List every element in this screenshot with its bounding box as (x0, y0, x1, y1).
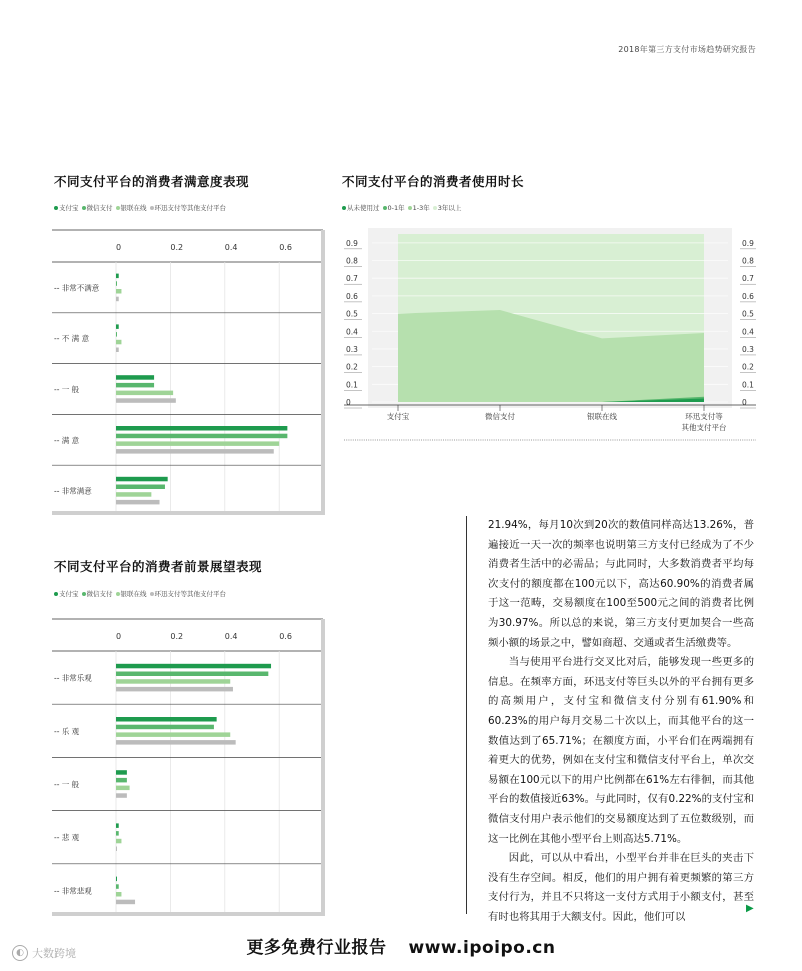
legend-dot (82, 206, 86, 210)
satisfaction-chart-title: 不同支付平台的消费者满意度表现 (54, 174, 250, 189)
footer-text: 更多免费行业报告 (246, 938, 387, 958)
article-rule (466, 516, 467, 914)
chart-right-frame (321, 230, 325, 514)
x-tick-label: 0.4 (224, 632, 238, 641)
y-tick-label-left: 0.7 (346, 274, 358, 284)
legend-label: 3年以上 (437, 204, 462, 212)
legend-dot (116, 592, 120, 596)
x-category-label: 支付宝 (386, 412, 410, 421)
y-tick-label-left: 0.5 (346, 309, 358, 319)
outlook-chart-title: 不同支付平台的消费者前景展望表现 (54, 559, 263, 574)
bar-支付宝 (116, 274, 119, 279)
y-tick-label-left: 0.9 (346, 238, 358, 248)
bar-支付宝 (116, 664, 271, 669)
watermark (12, 945, 76, 961)
category-label: -- 非常满意 (54, 486, 92, 496)
legend-item (150, 589, 227, 598)
bar-支付宝 (116, 426, 287, 431)
article-paragraph: 当与使用平台进行交叉比对后，能够发现一些更多的信息。在频率方面，环迅支付等巨头以外的平台拥有更多的高频用户，支付宝和微信支付分别有61.90%和60.23%的用户每月交易二十次以上，而其他平台的这一数值达到了65.71%；在额度方面，小平台们在两端拥有着更大的优势，例如在支付宝和微信支付平台上，单次交易额在100元以下的用户比例都在61%左右徘徊，而其他平台的数值接近63%。与此同时，仅有0.22%的支付宝和微信支付用户表示他们的交易额度达到了五位数级别，而这一比例在其他小型平台上则高达5.71%。 (488, 656, 754, 845)
duration-chart-title: 不同支付平台的消费者使用时长 (342, 174, 525, 189)
bar-环迅支付等其他支付平台 (116, 900, 135, 905)
legend-item (408, 203, 430, 212)
bar-支付宝 (116, 324, 119, 329)
legend-item (433, 203, 462, 212)
bar-微信支付 (116, 672, 268, 677)
bar-环迅支付等其他支付平台 (116, 449, 274, 454)
x-category-label: 其他支付平台 (681, 423, 727, 432)
x-tick-label: 0.2 (170, 632, 184, 641)
legend-item (342, 203, 380, 212)
bar-支付宝 (116, 823, 119, 828)
y-tick-label-right: 0.6 (742, 291, 754, 301)
y-tick-label-right: 0 (742, 398, 747, 407)
watermark-text: 大数跨境 (32, 947, 76, 960)
bar-环迅支付等其他支付平台 (116, 398, 176, 403)
bar-支付宝 (116, 375, 154, 380)
bar-银联在线 (116, 892, 121, 897)
y-tick-label-left: 0.4 (346, 327, 358, 337)
category-label: -- 非常悲观 (54, 886, 92, 896)
legend-label: 银联在线 (120, 204, 147, 212)
bar-银联在线 (116, 679, 230, 684)
bar-银联在线 (116, 441, 279, 446)
continue-arrow-icon: ▶ (746, 903, 754, 914)
legend-item (116, 589, 147, 598)
chart-bottom-frame (52, 912, 325, 916)
y-tick-label-left: 0.3 (346, 344, 358, 354)
footer-url[interactable]: www.ipoipo.cn (408, 938, 556, 958)
bar-环迅支付等其他支付平台 (116, 847, 117, 852)
article-paragraph: 21.94%，每月10次到20次的数值同样高达13.26%，普遍接近一天一次的频率也说明第三方支付已经成为了不少消费者生活中的必需品；与此同时，大多数消费者平均每次支付的额度都在100元以下，高达60.90%的消费者属于这一范畴，交易额度在100至500元之间的消费者比例为30.97%。所以总的来说，第三方支付更加契合一些高频小额的场景之中，譬如商超、交通或者生活缴费等。 (488, 519, 754, 649)
legend-label: 微信支付 (86, 590, 113, 598)
bar-银联在线 (116, 732, 230, 737)
x-tick-label: 0 (116, 632, 122, 641)
x-tick-label: 0.6 (279, 632, 292, 641)
y-tick-label-left: 0.1 (346, 380, 358, 390)
legend-label: 0-1年 (387, 204, 405, 212)
bar-环迅支付等其他支付平台 (116, 740, 236, 745)
footer-banner (0, 933, 802, 958)
legend-dot (54, 592, 58, 596)
bar-支付宝 (116, 717, 217, 722)
bar-微信支付 (116, 884, 119, 889)
legend-dot (150, 592, 154, 596)
category-label: -- 悲 观 (54, 833, 80, 843)
legend-item (82, 589, 113, 598)
bar-支付宝 (116, 877, 117, 882)
bar-微信支付 (116, 778, 127, 783)
category-label: -- 非常乐观 (54, 673, 92, 683)
bar-环迅支付等其他支付平台 (116, 348, 119, 353)
satisfaction-legend (54, 203, 226, 212)
bar-微信支付 (116, 831, 119, 836)
article-body (488, 516, 754, 927)
y-tick-label-left: 0.2 (346, 362, 358, 372)
bar-微信支付 (116, 434, 287, 439)
legend-dot (82, 592, 86, 596)
y-tick-label-right: 0.4 (742, 327, 754, 337)
bar-支付宝 (116, 770, 127, 775)
legend-label: 支付宝 (59, 590, 79, 598)
bar-银联在线 (116, 786, 130, 791)
chart-bottom-frame (52, 511, 325, 515)
legend-dot (342, 206, 346, 210)
bar-银联在线 (116, 289, 121, 294)
category-label: -- 乐 观 (54, 726, 80, 736)
watermark-logo-icon: ◐ (12, 945, 28, 961)
y-tick-label-left: 0.6 (346, 291, 358, 301)
legend-label: 1-3年 (412, 204, 430, 212)
y-tick-label-right: 0.7 (742, 274, 754, 284)
y-tick-label-right: 0.2 (742, 362, 754, 372)
outlook-bar-chart (52, 617, 327, 917)
legend-dot (150, 206, 154, 210)
bar-微信支付 (116, 383, 154, 388)
x-category-label: 环迅支付等 (685, 412, 723, 421)
bar-支付宝 (116, 477, 168, 482)
y-tick-label-left: 0 (346, 398, 351, 407)
category-label: -- 不 满 意 (54, 334, 90, 344)
x-tick-label: 0 (116, 243, 122, 252)
legend-dot (116, 206, 120, 210)
bar-微信支付 (116, 485, 165, 490)
y-tick-label-right: 0.8 (742, 256, 754, 266)
x-tick-label: 0.2 (170, 243, 184, 252)
legend-item (82, 203, 113, 212)
legend-label: 银联在线 (120, 590, 147, 598)
bar-微信支付 (116, 332, 117, 337)
chart-right-frame (321, 619, 325, 915)
article-paragraph: 因此，可以从中看出，小型平台并非在巨头的夹击下没有生存空间。相反，他们的用户拥有着更频繁的第三方支付行为，并且不只将这一支付方式用于小额支付，甚至有时也将其用于大额支付。因此，他们可以 (488, 852, 754, 923)
legend-label: 微信支付 (86, 204, 113, 212)
category-label: -- 一 般 (54, 385, 80, 394)
satisfaction-bar-chart (52, 228, 327, 516)
bar-银联在线 (116, 839, 121, 844)
bar-环迅支付等其他支付平台 (116, 297, 119, 302)
bar-银联在线 (116, 340, 121, 345)
bar-环迅支付等其他支付平台 (116, 687, 233, 692)
y-tick-label-right: 0.1 (742, 380, 754, 390)
category-label: -- 非常不满意 (54, 283, 100, 293)
y-tick-label-right: 0.5 (742, 309, 754, 319)
legend-dot (433, 206, 437, 210)
x-tick-label: 0.6 (279, 243, 292, 252)
y-tick-label-right: 0.3 (742, 344, 754, 354)
legend-label: 环迅支付等其他支付平台 (154, 204, 226, 212)
bar-环迅支付等其他支付平台 (116, 500, 160, 505)
bar-银联在线 (116, 391, 173, 396)
legend-dot (408, 206, 412, 210)
bar-微信支付 (116, 725, 214, 730)
bar-银联在线 (116, 492, 151, 497)
duration-legend (342, 203, 461, 212)
bar-微信支付 (116, 281, 117, 286)
legend-item (116, 203, 147, 212)
category-label: -- 一 般 (54, 780, 80, 789)
x-tick-label: 0.4 (224, 243, 238, 252)
y-tick-label-left: 0.8 (346, 256, 358, 266)
bar-环迅支付等其他支付平台 (116, 793, 127, 798)
x-category-label: 微信支付 (485, 412, 515, 421)
legend-item (54, 203, 79, 212)
duration-area-chart (342, 226, 758, 442)
y-tick-label-right: 0.9 (742, 238, 754, 248)
legend-label: 环迅支付等其他支付平台 (154, 590, 226, 598)
legend-item (383, 203, 405, 212)
category-label: -- 满 意 (54, 435, 80, 445)
legend-item (150, 203, 227, 212)
legend-dot (54, 206, 58, 210)
legend-label: 从未使用过 (347, 204, 380, 212)
legend-label: 支付宝 (59, 204, 79, 212)
outlook-legend (54, 589, 226, 598)
legend-dot (383, 206, 387, 210)
x-category-label: 银联在线 (587, 412, 617, 421)
report-title: 2018年第三方支付市场趋势研究报告 (618, 45, 756, 54)
legend-item (54, 589, 79, 598)
